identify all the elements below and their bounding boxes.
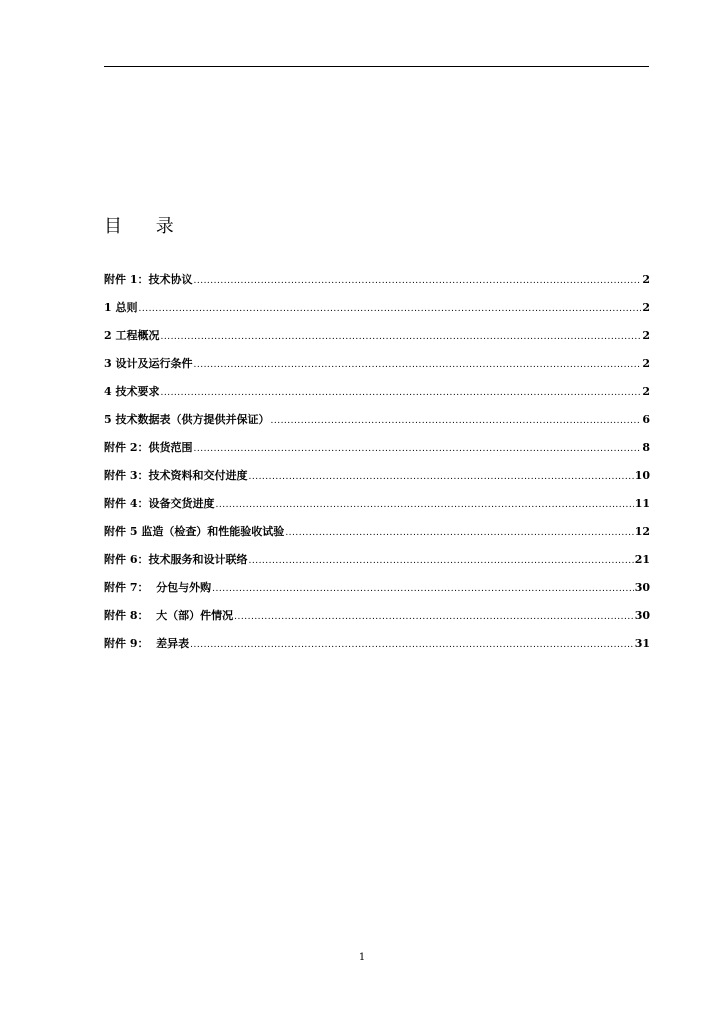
- toc-entry-page: 31: [634, 637, 650, 650]
- toc-entry-label: 4 技术要求: [104, 385, 160, 398]
- toc-entry[interactable]: [104, 298, 650, 326]
- toc-entry-page: 2: [642, 301, 650, 314]
- toc-entry-label: 附件 8： 大（部）件情况: [104, 609, 234, 622]
- toc-entry-page: 10: [634, 469, 650, 482]
- toc-entry[interactable]: [104, 522, 650, 550]
- toc-leader-dots: [234, 607, 634, 627]
- toc-entry-page: 2: [642, 329, 650, 342]
- toc-entry-page: 30: [634, 609, 650, 622]
- toc-entry-page: 11: [634, 497, 650, 510]
- toc-entry[interactable]: [104, 410, 650, 438]
- toc-entry[interactable]: [104, 466, 650, 494]
- toc-entry-label: 5 技术数据表（供方提供并保证）: [104, 413, 270, 426]
- header-rule: [104, 66, 649, 67]
- toc-leader-dots: [285, 523, 633, 543]
- toc-leader-dots: [193, 271, 641, 291]
- toc-entry[interactable]: [104, 634, 650, 662]
- toc-title: 目 录: [104, 216, 188, 237]
- toc-entry[interactable]: [104, 354, 650, 382]
- toc-entry-page: 2: [642, 385, 650, 398]
- toc-list: [104, 270, 650, 662]
- toc-entry-label: 2 工程概况: [104, 329, 160, 342]
- toc-entry[interactable]: [104, 550, 650, 578]
- toc-entry-label: 附件 2：供货范围: [104, 441, 193, 454]
- toc-entry-label: 3 设计及运行条件: [104, 357, 193, 370]
- toc-entry[interactable]: [104, 494, 650, 522]
- toc-entry-label: 1 总则: [104, 301, 138, 314]
- toc-leader-dots: [248, 551, 633, 571]
- toc-entry-label: 附件 9： 差异表: [104, 637, 190, 650]
- toc-entry-label: 附件 7： 分包与外购: [104, 581, 212, 594]
- toc-leader-dots: [193, 439, 641, 459]
- toc-leader-dots: [270, 411, 641, 431]
- toc-leader-dots: [248, 467, 633, 487]
- toc-leader-dots: [190, 635, 634, 655]
- toc-entry-page: 30: [634, 581, 650, 594]
- toc-entry-label: 附件 5 监造（检查）和性能验收试验: [104, 525, 285, 538]
- toc-entry[interactable]: [104, 438, 650, 466]
- toc-leader-dots: [193, 355, 641, 375]
- toc-leader-dots: [215, 495, 633, 515]
- toc-leader-dots: [212, 579, 634, 599]
- toc-entry[interactable]: [104, 578, 650, 606]
- toc-entry-page: 21: [634, 553, 650, 566]
- toc-leader-dots: [160, 383, 641, 403]
- toc-entry-label: 附件 3：技术资料和交付进度: [104, 469, 248, 482]
- toc-entry[interactable]: [104, 270, 650, 298]
- toc-leader-dots: [160, 327, 641, 347]
- toc-entry[interactable]: [104, 382, 650, 410]
- toc-entry-label: 附件 1：技术协议: [104, 273, 193, 286]
- toc-entry-label: 附件 4：设备交货进度: [104, 497, 215, 510]
- toc-entry-page: 8: [642, 441, 650, 454]
- toc-entry-page: 6: [642, 413, 650, 426]
- toc-entry-label: 附件 6：技术服务和设计联络: [104, 553, 248, 566]
- page-number: 1: [358, 952, 366, 963]
- toc-leader-dots: [138, 299, 641, 319]
- toc-entry[interactable]: [104, 606, 650, 634]
- toc-entry-page: 12: [634, 525, 650, 538]
- toc-entry-page: 2: [642, 357, 650, 370]
- toc-entry[interactable]: [104, 326, 650, 354]
- toc-entry-page: 2: [642, 273, 650, 286]
